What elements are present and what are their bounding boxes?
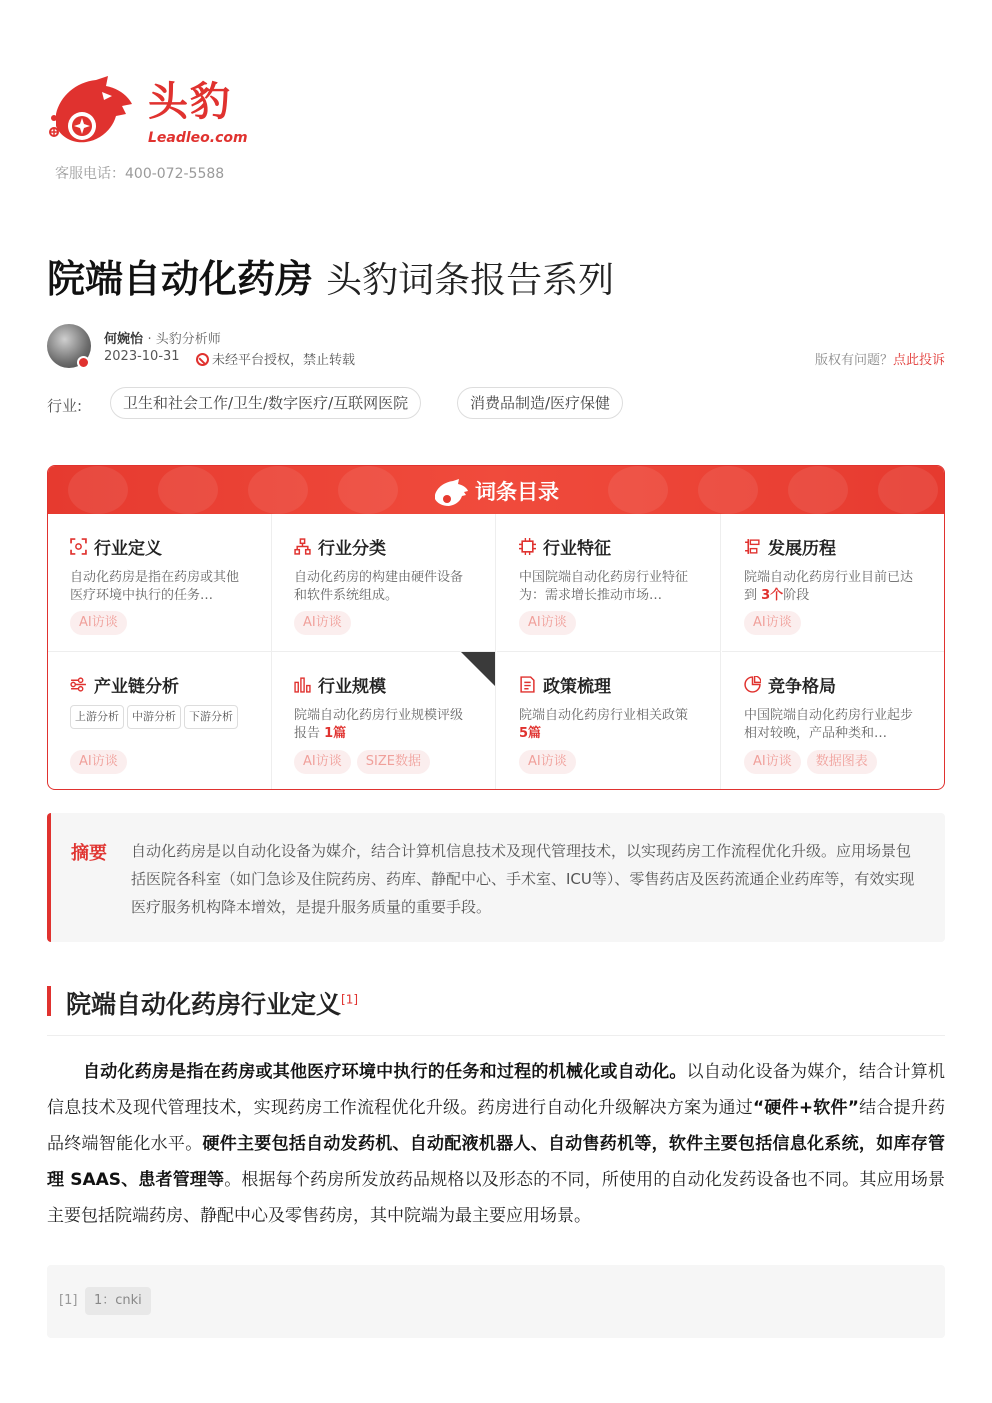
toc-item-history[interactable]: 发展历程 院端自动化药房行业目前已达到 3个阶段 AI访谈 — [722, 514, 945, 652]
toc-item-desc: 自动化药房是指在药房或其他医疗环境中执行的任务… — [70, 570, 240, 603]
ai-interview-pill[interactable]: AI访谈 — [744, 750, 801, 774]
summary-box — [47, 813, 945, 942]
leopard-icon — [433, 479, 469, 507]
chain-icon — [70, 676, 87, 693]
toc-item-definition[interactable]: 行业定义 自动化药房是指在药房或其他医疗环境中执行的任务… AI访谈 — [48, 514, 272, 652]
section-accent-bar — [47, 986, 51, 1016]
toc-item-desc: 中国院端自动化药房行业特征为：需求增长推动市场… — [519, 570, 689, 603]
section-title: 院端自动化药房行业定义[1] — [66, 990, 359, 1019]
reference-number: [1] — [59, 1293, 78, 1308]
ban-icon — [196, 353, 209, 366]
midstream-tag[interactable]: 中游分析 — [127, 705, 181, 729]
toc-grid — [48, 514, 945, 790]
toc-item-industry-chain[interactable]: 产业链分析 上游分析 中游分析 下游分析 AI访谈 — [48, 652, 272, 790]
toc-item-classification[interactable]: 行业分类 自动化药房的构建由硬件设备和软件系统组成。 AI访谈 — [272, 514, 496, 652]
no-reprint-notice — [196, 349, 355, 368]
ai-interview-pill[interactable]: AI访谈 — [744, 611, 801, 635]
downstream-tag[interactable]: 下游分析 — [184, 705, 238, 729]
author-line — [104, 328, 221, 347]
toc-item-desc: 自动化药房的构建由硬件设备和软件系统组成。 — [294, 570, 464, 603]
ai-interview-pill[interactable]: AI访谈 — [519, 611, 576, 635]
bar-chart-icon — [294, 676, 311, 693]
footnote-ref[interactable]: [1] — [341, 992, 359, 1007]
toc-title: 词条目录 — [48, 476, 944, 507]
corner-flag — [461, 652, 495, 686]
ai-interview-pill[interactable]: AI访谈 — [294, 750, 351, 774]
brand-logo[interactable] — [46, 72, 246, 152]
toc-item-features[interactable]: 行业特征 中国院端自动化药房行业特征为：需求增长推动市场… AI访谈 — [497, 514, 721, 652]
avatar-badge — [77, 356, 90, 369]
toc-item-market-size[interactable]: 行业规模 院端自动化药房行业规模评级报告 1篇 AI访谈 SIZE数据 — [272, 652, 496, 790]
summary-label: 摘要 — [71, 843, 107, 864]
hierarchy-icon — [294, 538, 311, 555]
scan-icon — [70, 538, 87, 555]
publish-date: 2023-10-31 — [104, 349, 180, 364]
toc-item-desc: 中国院端自动化药房行业起步相对较晚，产品种类和… — [744, 708, 914, 741]
toc-item-desc: 院端自动化药房行业规模评级报告 1篇 — [294, 708, 464, 741]
brand-domain: Leadleo.com — [148, 130, 248, 146]
hotline: 客服电话：400-072-5588 — [55, 166, 225, 182]
leopard-logo-icon — [46, 74, 134, 150]
summary-text: 自动化药房是以自动化设备为媒介，结合计算机信息技术及现代管理技术，以实现药房工作流程优化升级。应用场景包括医院各科室（如门急诊及住院药房、药库、静配中心、手术室、ICU等）、零售药店及医药流通企业药库等，有效实现医疗服务机构降本增效，是提升服务质量的重要手段。 — [131, 842, 915, 916]
pie-chart-icon — [744, 676, 761, 693]
report-link[interactable]: 点此投诉 — [892, 353, 945, 368]
chip-icon — [519, 538, 536, 555]
page-title — [47, 248, 614, 303]
industry-tag[interactable]: 卫生和社会工作/卫生/数字医疗/互联网医院 — [110, 387, 421, 419]
copyright-question: 版权有问题？ — [814, 353, 893, 368]
toc-header — [48, 466, 944, 514]
reference-box — [47, 1265, 945, 1338]
size-data-pill[interactable]: SIZE数据 — [357, 750, 430, 774]
divider — [47, 1035, 945, 1036]
data-chart-pill[interactable]: 数据图表 — [807, 750, 877, 774]
ai-interview-pill[interactable]: AI访谈 — [294, 611, 351, 635]
definition-paragraph: 自动化药房是指在药房或其他医疗环境中执行的任务和过程的机械化或自动化。以自动化设备为媒介，结合计算机信息技术及现代管理技术，实现药房工作流程优化升级。药房进行自动化升级解决方案为通过“硬件+软件”结合提升药品终端智能化水平。硬件主要包括自动发药机、自动配液机器人、自动售药机等，软件主要包括信息化系统，如库存管理 SAAS、患者管理等。根据每个药房所发放药品规格以及形态的不同，所使用的自动化发药设备也不同。其应用场景主要包括院端药房、静配中心及零售药房，其中院端为最主要应用场景。 — [47, 1062, 946, 1226]
author-role: · 头豹分析师 — [147, 332, 221, 347]
industry-tag[interactable]: 消费品制造/医疗保健 — [457, 387, 623, 419]
toc-item-policy[interactable]: 政策梳理 院端自动化药房行业相关政策 5篇 AI访谈 — [497, 652, 721, 790]
toc-item-competition[interactable]: 竞争格局 中国院端自动化药房行业起步相对较晚，产品种类和… AI访谈 数据图表 — [722, 652, 945, 790]
toc-card — [47, 465, 945, 790]
title-sub: 头豹词条报告系列 — [326, 260, 615, 301]
copyright-notice — [815, 349, 945, 368]
reference-source[interactable]: 1：cnki — [85, 1287, 151, 1315]
ai-interview-pill[interactable]: AI访谈 — [519, 750, 576, 774]
ai-interview-pill[interactable]: AI访谈 — [70, 750, 127, 774]
brand-name: 头豹 — [148, 79, 232, 125]
title-main: 院端自动化药房 — [47, 257, 314, 301]
timeline-icon — [744, 538, 761, 555]
industry-label: 行业: — [47, 397, 83, 415]
ai-interview-pill[interactable]: AI访谈 — [70, 611, 127, 635]
toc-item-desc: 院端自动化药房行业目前已达到 3个阶段 — [744, 570, 914, 603]
author-name[interactable]: 何婉怡 — [104, 332, 144, 347]
toc-item-desc: 院端自动化药房行业相关政策 5篇 — [519, 708, 689, 741]
upstream-tag[interactable]: 上游分析 — [70, 705, 124, 729]
document-icon — [519, 676, 536, 693]
no-reprint-text: 未经平台授权，禁止转载 — [212, 353, 356, 368]
